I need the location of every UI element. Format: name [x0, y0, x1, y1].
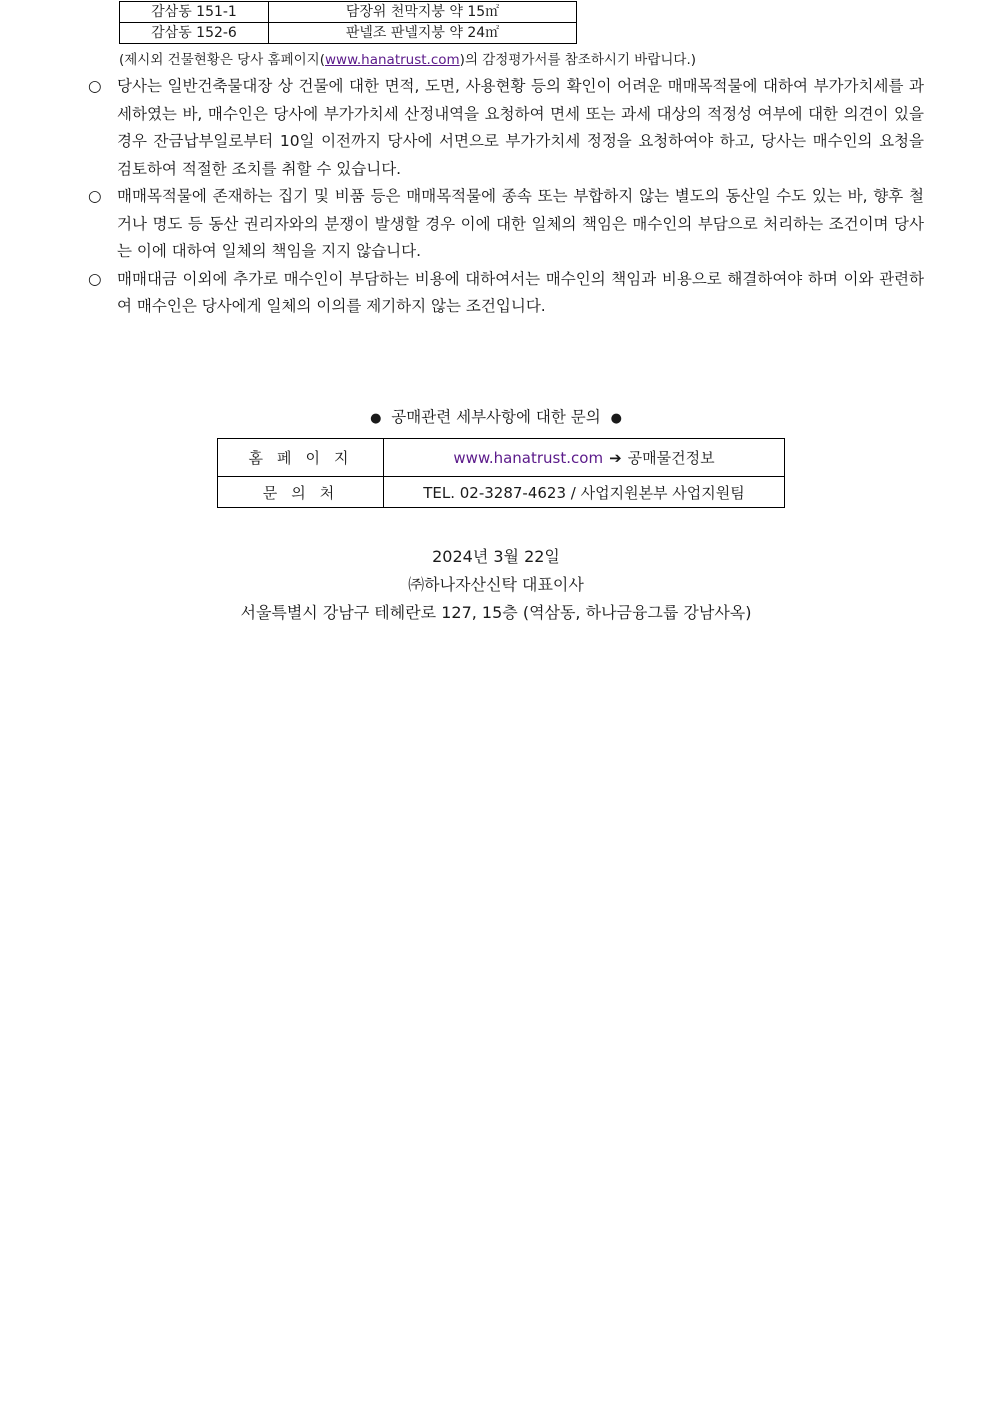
company-address: 서울특별시 강남구 테헤란로 127, 15층 (역삼동, 하나금융그룹 강남사옥) — [240, 603, 752, 622]
contact-value: TEL. 02-3287-4623 / 사업지원본부 사업지원팀 — [384, 477, 785, 508]
inquiry-title-text: 공매관련 세부사항에 대한 문의 — [391, 408, 601, 426]
circle-bullet-icon: ○ — [88, 77, 102, 95]
homepage-label: 홈페이지 — [218, 439, 384, 477]
structure-cell: 담장위 천막지붕 약 15㎡ — [269, 2, 577, 23]
dot-icon: ● — [610, 411, 622, 426]
note-text-after: )의 감정평가서를 참조하시기 바랍니다.) — [459, 52, 697, 68]
list-item — [88, 73, 924, 183]
condition-text: 당사는 일반건축물대장 상 건물에 대한 면적, 도면, 사용현황 등의 확인이 어려운 매매목적물에 대하여 부가가치세를 과세하였는 바, 매수인은 당사에 부가가치세 산정내역을 요청하여 면세 또는 과세 대상의 적정성 여부에 대한 의견이 있을 경우 잔금납부일로부터 10일 이전까지 당사에 서면으로 부가가치세 정정을 요청하여야 하고, 당사는 매수인의 요청을 검토하여 적절한 조치를 취할 수 있습니다. — [117, 77, 924, 178]
table-row — [120, 23, 577, 44]
conditions-list — [88, 73, 924, 321]
homepage-link[interactable]: www.hanatrust.com — [324, 52, 460, 68]
arrow-right-icon: ➔ — [609, 449, 622, 467]
condition-text: 매매대금 이외에 추가로 매수인이 부담하는 비용에 대하여서는 매수인의 책임과 비용으로 해결하여야 하며 이와 관련하여 매수인은 당사에게 일체의 이의를 제기하지 않는 조건입니다. — [117, 269, 924, 315]
inquiry-table — [217, 438, 785, 508]
homepage-cell — [384, 439, 785, 477]
company-signature: ㈜하나자산신탁 대표이사 — [408, 575, 584, 594]
appraisal-note — [119, 48, 696, 68]
property-table — [119, 1, 577, 44]
list-item — [88, 266, 924, 321]
circle-bullet-icon: ○ — [88, 269, 102, 288]
inquiry-title — [0, 405, 992, 427]
note-text-before: (제시외 건물현황은 당사 홈페이지( — [119, 52, 325, 68]
structure-cell: 판넬조 판넬지붕 약 24㎡ — [269, 23, 577, 44]
circle-bullet-icon: ○ — [88, 187, 102, 205]
table-row — [218, 477, 785, 508]
issue-date: 2024년 3월 22일 — [432, 547, 560, 566]
condition-text: 매매목적물에 존재하는 집기 및 비품 등은 매매목적물에 종속 또는 부합하지 않는 별도의 동산일 수도 있는 바, 향후 철거나 명도 등 동산 권리자와의 분쟁이 발생할 경우 이에 대한 일체의 책임은 매수인의 부담으로 처리하는 조건이며 당사는 이에 대하여 일체의 책임을 지지 않습니다. — [117, 187, 924, 260]
location-cell: 감삼동 151-1 — [120, 2, 269, 23]
table-row — [218, 439, 785, 477]
location-cell: 감삼동 152-6 — [120, 23, 269, 44]
contact-label: 문의처 — [218, 477, 384, 508]
homepage-destination: 공매물건정보 — [627, 449, 715, 467]
list-item — [88, 183, 924, 266]
table-row — [120, 2, 577, 23]
dot-icon: ● — [370, 411, 382, 426]
homepage-url-link[interactable]: www.hanatrust.com — [453, 449, 604, 467]
